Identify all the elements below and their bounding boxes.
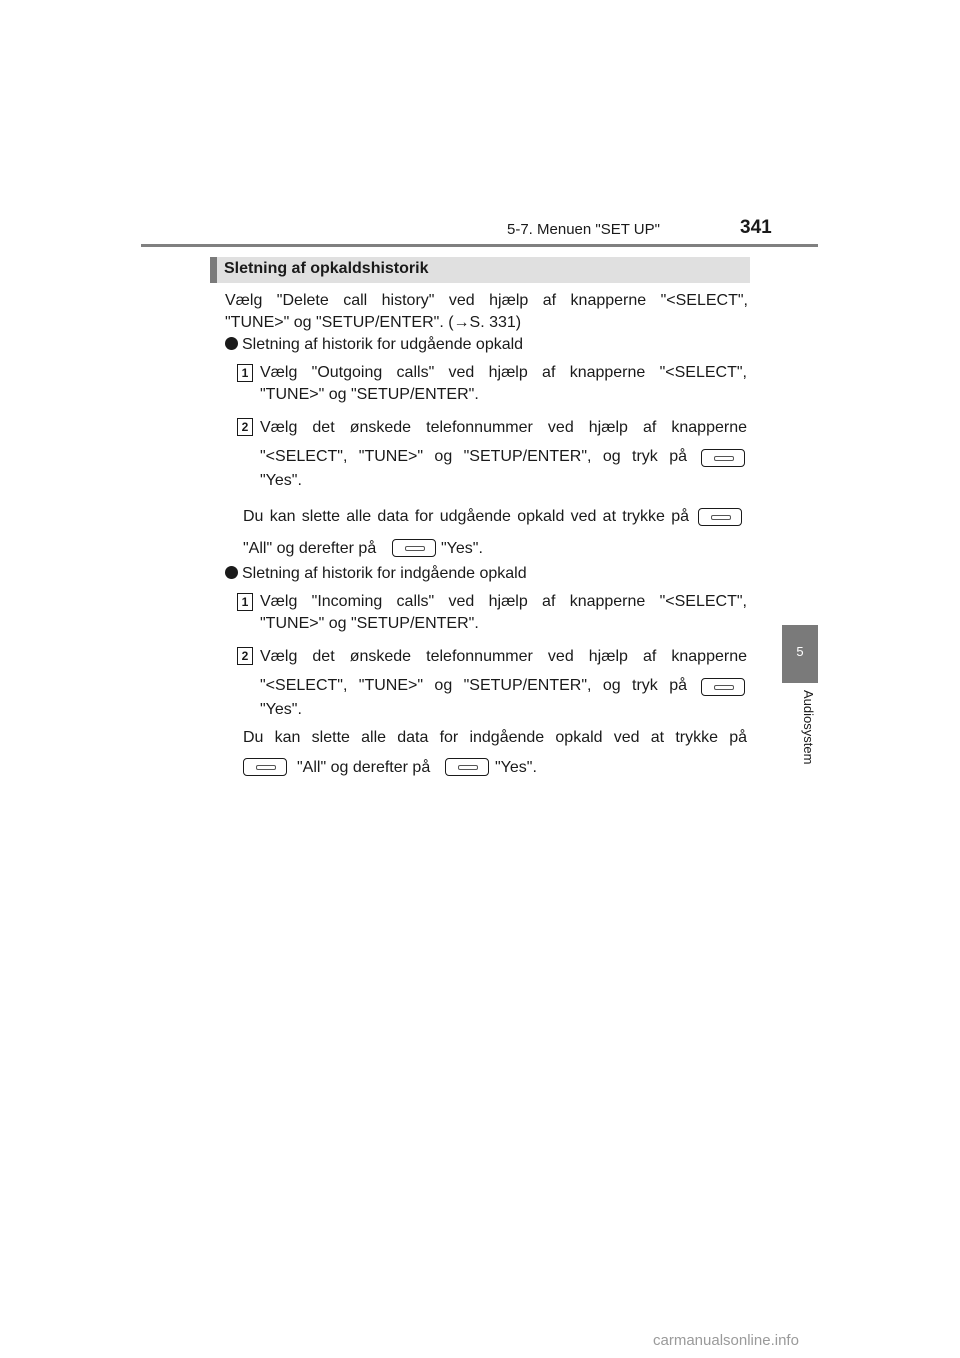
step-number-1: 1 bbox=[237, 593, 253, 611]
outgoing-note-line-2b: "Yes". bbox=[441, 540, 483, 557]
select-button-icon bbox=[445, 758, 489, 776]
step-number-2: 2 bbox=[237, 647, 253, 665]
outgoing-note-line-1: Du kan slette alle data for udgående opkald ved at trykke på bbox=[243, 508, 689, 525]
outgoing-step1-line-1: Vælg "Outgoing calls" ved hjælp af knapperne "<SELECT", bbox=[260, 364, 747, 381]
header-section-title: 5-7. Menuen "SET UP" bbox=[507, 221, 660, 238]
select-button-icon bbox=[701, 449, 745, 467]
chapter-tab bbox=[782, 625, 818, 683]
bullet-incoming-label: Sletning af historik for indgående opkald bbox=[242, 565, 527, 582]
incoming-step1-line-2: "TUNE>" og "SETUP/ENTER". bbox=[260, 615, 479, 632]
outgoing-step2-line-1: Vælg det ønskede telefonnummer ved hjælp af knapperne bbox=[260, 419, 747, 436]
incoming-step2-line-2: "<SELECT", "TUNE>" og "SETUP/ENTER", og tryk på bbox=[260, 677, 687, 694]
bullet-outgoing-label: Sletning af historik for udgående opkald bbox=[242, 336, 524, 353]
select-button-icon bbox=[698, 508, 742, 526]
step-number-2: 2 bbox=[237, 418, 253, 436]
chapter-title: Audiosystem bbox=[801, 690, 816, 765]
incoming-note-line-2a: "All" og derefter på bbox=[297, 759, 431, 776]
intro-line-1: Vælg "Delete call history" ved hjælp af knapperne "<SELECT", bbox=[225, 292, 748, 309]
header-divider bbox=[141, 244, 818, 247]
incoming-note-line-2b: "Yes". bbox=[495, 759, 537, 776]
incoming-note-line-1: Du kan slette alle data for indgående opkald ved at trykke på bbox=[243, 729, 747, 746]
outgoing-step1-line-2: "TUNE>" og "SETUP/ENTER". bbox=[260, 386, 479, 403]
select-button-icon bbox=[701, 678, 745, 696]
incoming-step2-line-3: "Yes". bbox=[260, 701, 302, 718]
outgoing-step2-line-2: "<SELECT", "TUNE>" og "SETUP/ENTER", og tryk på bbox=[260, 448, 687, 465]
bullet-outgoing bbox=[225, 334, 748, 356]
bullet-icon bbox=[225, 566, 238, 579]
page-number: 341 bbox=[740, 217, 772, 238]
watermark: carmanualsonline.info bbox=[653, 1332, 799, 1349]
section-title: Sletning af opkaldshistorik bbox=[224, 260, 429, 277]
outgoing-note-line-2a: "All" og derefter på bbox=[243, 540, 377, 557]
intro-line-2: "TUNE>" og "SETUP/ENTER". (→S. 331) bbox=[225, 314, 522, 331]
bullet-icon bbox=[225, 337, 238, 350]
chapter-number: 5 bbox=[796, 644, 804, 659]
select-button-icon bbox=[392, 539, 436, 557]
select-button-icon bbox=[243, 758, 287, 776]
step-number-1: 1 bbox=[237, 364, 253, 382]
incoming-step1-line-1: Vælg "Incoming calls" ved hjælp af knapperne "<SELECT", bbox=[260, 593, 747, 610]
incoming-step2-line-1: Vælg det ønskede telefonnummer ved hjælp af knapperne bbox=[260, 648, 747, 665]
outgoing-step2-line-3: "Yes". bbox=[260, 472, 302, 489]
section-heading bbox=[210, 257, 750, 283]
bullet-incoming bbox=[225, 563, 748, 585]
